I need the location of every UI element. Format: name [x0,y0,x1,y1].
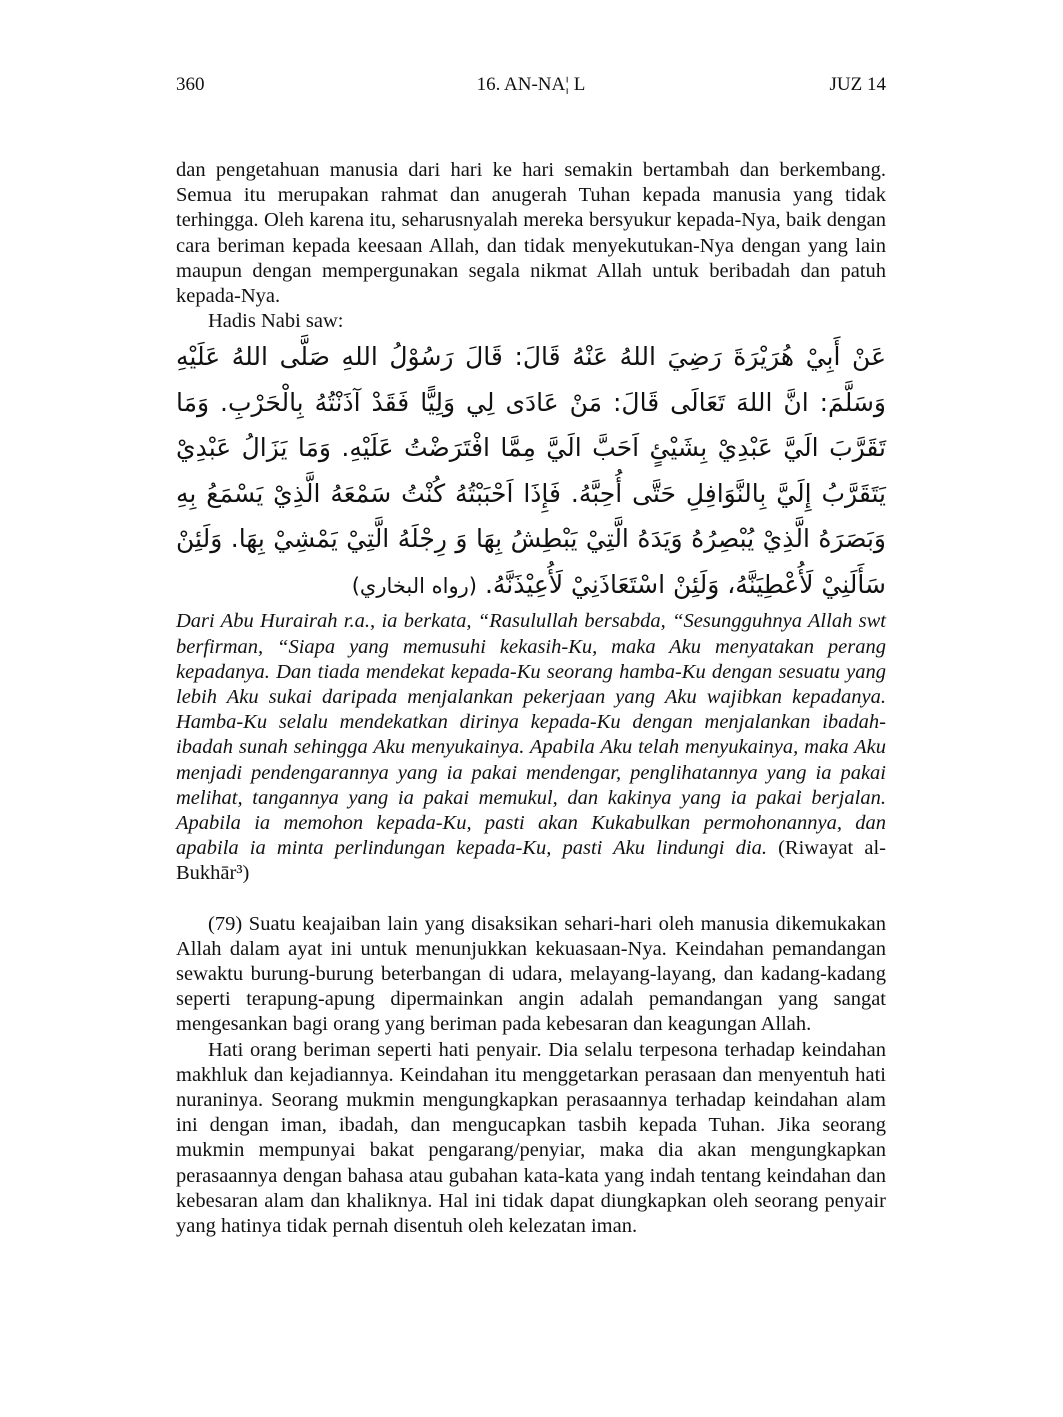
hadith-arabic-narrator: (رواه البخاري) [351,573,477,598]
hadith-translation-text: Dari Abu Hurairah r.a., ia berkata, “Rasulullah bersabda, “Sesungguhnya Allah swt berfirman, “Siapa yang memusuhi kekasih-Ku, maka Aku menyatakan perang kepadanya. Dan tiada mendekat kepada-Ku seorang hamba-Ku dengan sesuatu yang lebih Aku sukai daripada menjalankan pekerjaan yang Aku wajibkan kepadanya. Hamba-Ku selalu mendekatkan dirinya kepada-Ku dengan menjalankan ibadah-ibadah sunah sehingga Aku menyukainya. Apabila Aku telah menyukainya, maka Aku menjadi pendengarannya yang ia pakai mendengar, penglihatannya yang ia pakai melihat, tangannya yang ia pakai memukul, dan kakinya yang ia pakai berjalan. Apabila ia memohon kepada-Ku, pasti akan Kukabulkan permohonannya, dan apabila ia minta perlindungan kepada-Ku, pasti Aku lindungi dia. [176,610,886,860]
hadith-intro: Hadis Nabi saw: [208,310,344,333]
intro-paragraph: dan pengetahuan manusia dari hari ke hari semakin bertambah dan berkembang. Semua itu merupakan rahmat dan anugerah Tuhan kepada manusia yang tidak terhingga. Oleh karena itu, seharusnyalah mereka bersyukur kepada-Nya, baik dengan cara beriman kepada keesaan Allah, dan tidak menyekutukan-Nya dengan yang lain maupun dengan mempergunakan segala nikmat Allah untuk beribadah dan patuh kepada-Nya. [176,159,886,308]
paragraph-79: (79) Suatu keajaiban lain yang disaksikan sehari-hari oleh manusia dikemukakan Allah dalam ayat ini untuk menunjukkan kekuasaan-Nya. Keindahan pemandangan sewaktu burung-burung beterbangan di udara, melayang-layang, dan kadang-kadang seperti terapung-apung dipermainkan angin adalah pemandangan yang sangat mengesankan bagi orang yang beriman pada kebesaran dan keagungan Allah. [176,912,886,1036]
page-body [176,158,886,1239]
surah-title: 16. AN-NA¦ L [476,74,586,95]
juz-label: JUZ 14 [829,74,886,95]
page-header [176,74,886,104]
hadith-source: (Riwayat al-Bukhār³) [176,837,886,885]
page-number: 360 [176,74,205,95]
paragraph-poet: Hati orang beriman seperti hati penyair. Dia selalu terpesona terhadap keindahan makhluk dan kejadiannya. Keindahan itu menggetarkan perasaan dan menyentuh hati nuraninya. Seorang mukmin mengungkapkan perasaannya terhadap keindahan alam ini dengan iman, ibadah, dan mengucapkan tasbih kepada Tuhan. Jika seorang mukmin mempunyai bakat pengarang/penyiar, maka dia akan mengungkapkan perasaannya dengan bahasa atau gubahan kata-kata yang indah tentang keindahan dan kebesaran alam dan khaliknya. Hal ini tidak dapat diungkapkan oleh seorang penyair yang hatinya tidak pernah disentuh oleh kelezatan iman. [176,1038,886,1238]
hadith-arabic-text: عَنْ أَبِيْ هُرَيْرَةَ رَضِيَ اللهُ عَنْهُ قَالَ: قَالَ رَسُوْلُ اللهِ صَلَّى اللهُ عَلَيْهِ وَسَلَّمَ: انَّ اللهَ تَعَالَى قَالَ: مَنْ عَادَى لِي وَلِيًّا فَقَدْ آذَنْتُهُ بِالْحَرْبِ. وَمَا تَقَرَّبَ الَيَّ عَبْدِيْ بِشَيْئٍ اَحَبَّ الَيَّ مِمَّا افْتَرَضْتُ عَلَيْهِ. وَمَا يَزَالُ عَبْدِيْ يَتَقَرَّبُ إِلَيَّ بِالنَّوَافِلِ حَتَّى أُحِبَّهُ. فَإِذَا اَحْبَبْتُهُ كُنْتُ سَمْعَهُ الَّذِيْ يَسْمَعُ بِهِ وَبَصَرَهُ الَّذِيْ يُبْصِرُهُ وَيَدَهُ الَّتِيْ يَبْطِشُ بِهَا وَ رِجْلَهُ الَّتِيْ يَمْشِيْ بِهَا. وَلَئِنْ سَأَلَنِيْ لَأُعْطِيَنَّهُ، وَلَئِنْ اسْتَعَاذَنِيْ لَأُعِيْذَنَّهُ. [176,342,886,599]
hadith-translation [176,609,886,886]
section-gap [176,887,886,912]
hadith-arabic [176,334,886,609]
